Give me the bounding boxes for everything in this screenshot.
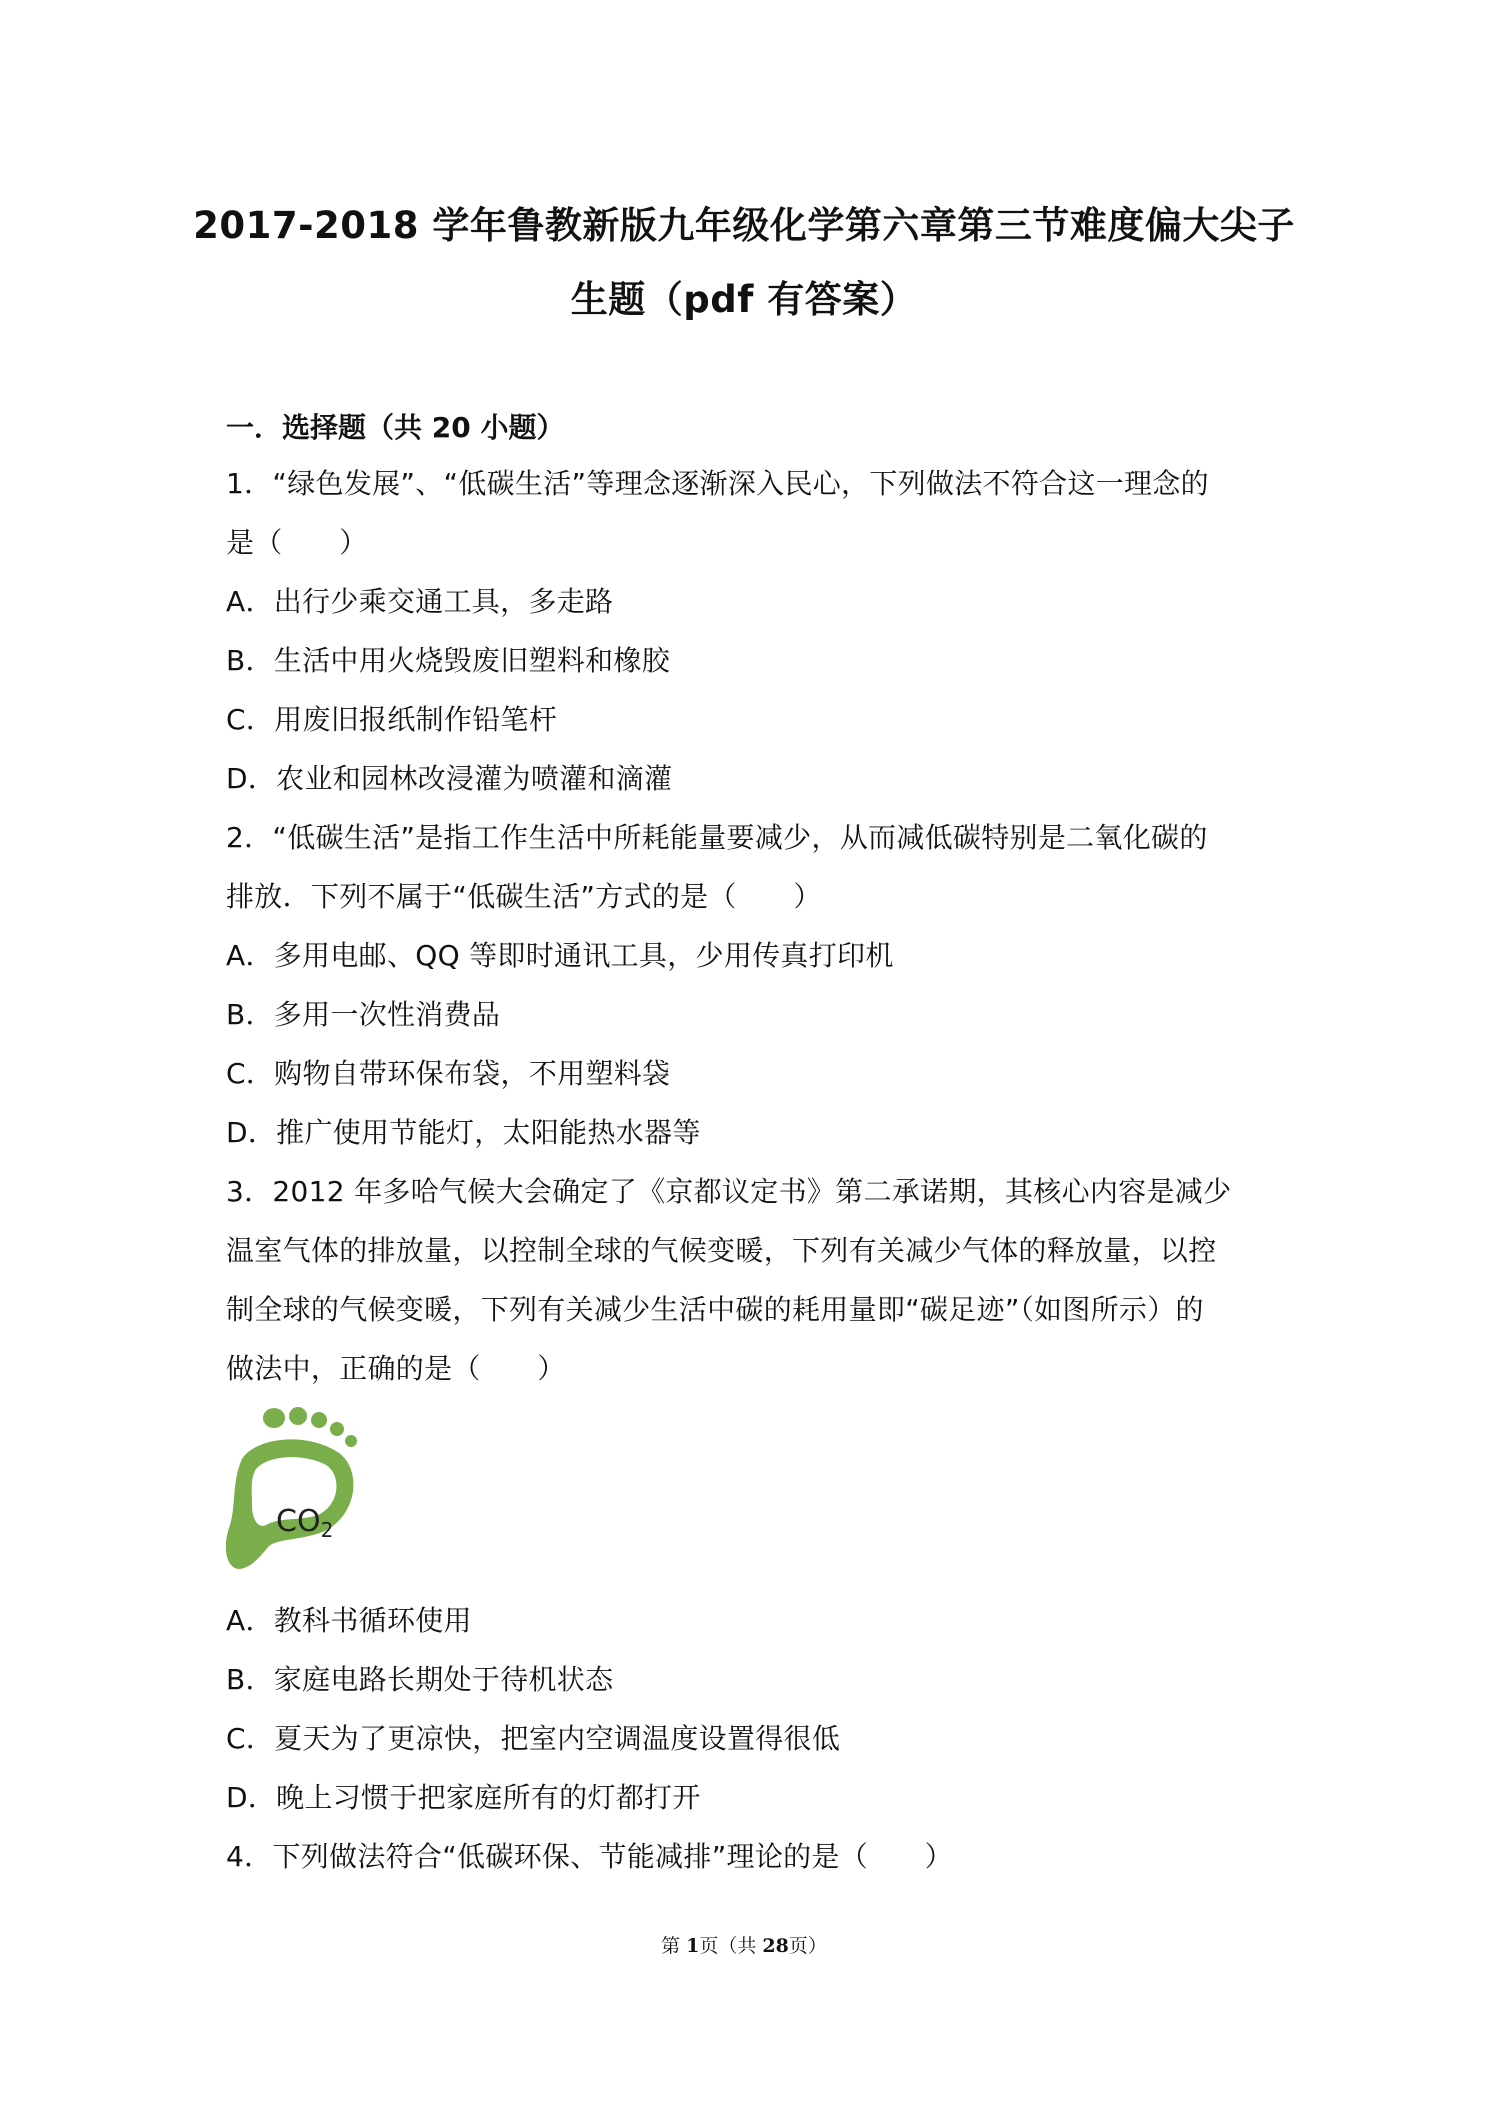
q2-option-c: C．购物自带环保布袋，不用塑料袋	[226, 1057, 671, 1090]
q1-option-c: C．用废旧报纸制作铅笔杆	[226, 703, 558, 736]
section-heading: 一．选择题（共 20 小题）	[226, 411, 565, 444]
document-title-line-1: 2017-2018 学年鲁教新版九年级化学第六章第三节难度偏大尖子	[193, 204, 1295, 247]
co2-label: $CO_2$	[276, 1504, 334, 1542]
q2-option-a: A．多用电邮、QQ 等即时通讯工具，少用传真打印机	[226, 939, 894, 972]
q3-option-c: C．夏天为了更凉快，把室内空调温度设置得很低	[226, 1722, 841, 1755]
q2-stem-line-2: 排放．下列不属于“低碳生活”方式的是（ ）	[226, 880, 822, 913]
q1-stem-line-2: 是（ ）	[226, 526, 368, 559]
q3-option-d: D．晚上习惯于把家庭所有的灯都打开	[226, 1781, 701, 1814]
q4-stem-line-1: 4．下列做法符合“低碳环保、节能减排”理论的是（ ）	[226, 1840, 953, 1873]
q2-stem-line-1: 2．“低碳生活”是指工作生活中所耗能量要减少，从而减低碳特别是二氧化碳的	[226, 821, 1208, 854]
q2-option-d: D．推广使用节能灯，太阳能热水器等	[226, 1116, 701, 1149]
q3-stem-line-1: 3．2012 年多哈气候大会确定了《京都议定书》第二承诺期，其核心内容是减少	[226, 1175, 1232, 1208]
document-title-line-2: 生题（pdf 有答案）	[570, 278, 918, 321]
q3-stem-line-4: 做法中，正确的是（ ）	[226, 1352, 566, 1385]
footer-page-number: 1	[686, 1935, 700, 1957]
q3-stem-line-3: 制全球的气候变暖，下列有关减少生活中碳的耗用量即“碳足迹”（如图所示）的	[226, 1293, 1204, 1326]
footer-middle: 页（共	[699, 1935, 763, 1957]
q3-option-b: B．家庭电路长期处于待机状态	[226, 1663, 614, 1696]
q1-option-a: A．出行少乘交通工具，多走路	[226, 585, 614, 618]
q3-option-a: A．教科书循环使用	[226, 1604, 472, 1637]
q2-option-b: B．多用一次性消费品	[226, 998, 501, 1031]
footer-prefix: 第	[661, 1935, 687, 1957]
footer-total-pages: 28	[762, 1935, 789, 1957]
q1-option-b: B．生活中用火烧毁废旧塑料和橡胶	[226, 644, 671, 677]
carbon-footprint-icon	[224, 1407, 380, 1575]
q1-option-d: D．农业和园林改浸灌为喷灌和滴灌	[226, 762, 673, 795]
q3-stem-line-2: 温室气体的排放量，以控制全球的气候变暖，下列有关减少气体的释放量，以控	[226, 1234, 1217, 1267]
q1-stem-line-1: 1．“绿色发展”、“低碳生活”等理念逐渐深入民心，下列做法不符合这一理念的	[226, 467, 1209, 500]
footer-suffix: 页）	[788, 1935, 827, 1957]
page-footer	[0, 1931, 1488, 1958]
